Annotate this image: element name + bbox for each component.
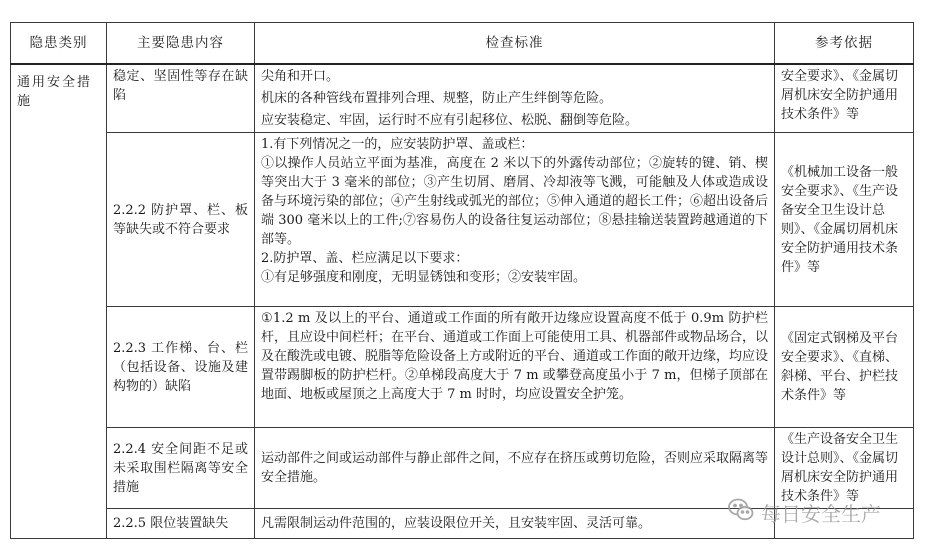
reference-cell	[775, 509, 914, 539]
standard-line: 凡需限制运动件范围的，应装设限位开关，且安装牢固、灵活可靠。	[261, 516, 652, 531]
table-row	[11, 509, 914, 539]
reference-text: 《生产设备安全卫生设计总则》、《金属切屑机床安全防护通用技术条件》等	[781, 432, 899, 504]
standard-line: ①有足够强度和刚度，无明显锈蚀和变形；②安装牢固。	[261, 270, 587, 285]
standard-line: 1.有下列情况之一的，应安装防护罩、盖或栏：	[261, 137, 534, 152]
standard-cell	[255, 133, 775, 307]
reference-text: 安全要求》、《金属切屑机床安全防护通用技术条件》等	[781, 69, 899, 122]
standard-line: ①以操作人员站立平面为基准，高度在 2 米以下的外露传动部位；②旋转的键、销、楔等突出大于 3 毫米的部位；③产生切屑、磨屑、冷却液等飞溅，可能触及人体或造成设备与环境污染的部位；④产生射线或弧光的部位；⑤伸入通道的超长工件；⑥超出设备后端 300 毫米以上的工件;⑦容易伤人的设备往复运动部位；⑧悬挂输送装置跨越通道的下部等。	[261, 156, 769, 247]
standard-cell	[255, 307, 775, 428]
reference-cell	[775, 64, 914, 133]
standard-line: ①1.2 m 及以上的平台、通道或工作面的所有敞开边缘应设置高度不低于 0.9m 防护栏杆，且应设中间栏杆；在平台、通道或工作面上可能使用工具、机器部件或物品场合，以及在酸洗或电镀、脱脂等危险设备上方或附近的平台、通道或工作面的敞开边缘，均应设置带踢脚板的防护栏杆。②单梯段高度大于 7 m 或攀登高度虽小于 7 m，但梯子顶部在地面、地板或屋顶之上高度大于 7 m 时时，均应设置安全护笼。	[261, 311, 769, 402]
standard-cell	[255, 509, 775, 539]
category-cell: 通用安全措施	[11, 64, 107, 539]
hazard-item: 2.2.4 安全间距不足或未采取围栏隔离等安全措施	[107, 428, 255, 509]
standard-cell	[255, 64, 775, 133]
standard-line: 运动部件之间或运动部件与静止部件之间，不应存在挤压或剪切危险，否则应采取隔离等安全措施。	[261, 451, 769, 485]
hazard-item: 稳定、坚固性等存在缺陷	[107, 64, 255, 133]
reference-cell	[775, 133, 914, 307]
standard-line: 2.防护罩、盖、栏应满足以下要求：	[261, 251, 469, 266]
reference-cell	[775, 307, 914, 428]
table-row	[11, 307, 914, 428]
table-row	[11, 428, 914, 509]
hazard-table	[10, 22, 914, 539]
table-row	[11, 133, 914, 307]
hazard-item: 2.2.2 防护罩、栏、板等缺失或不符合要求	[107, 133, 255, 307]
header-hazard-content: 主要隐患内容	[107, 23, 255, 65]
reference-text: 《固定式钢梯及平台安全要求》、《直梯、斜梯、平台、护栏技术条件》等	[781, 331, 899, 403]
table-header-row	[11, 23, 914, 65]
hazard-item: 2.2.3 工作梯、台、栏（包括设备、设施及建构物的）缺陷	[107, 307, 255, 428]
header-category: 隐患类别	[11, 23, 107, 65]
header-check-standard: 检查标准	[255, 23, 775, 65]
standard-line: 应安装稳定、牢固，运行时不应有引起移位、松脱、翻倒等危险。	[261, 113, 639, 128]
hazard-item: 2.2.5 限位装置缺失	[107, 509, 255, 539]
header-reference: 参考依据	[775, 23, 914, 65]
watermark-text: 每日安全生产	[761, 502, 881, 526]
reference-cell	[775, 428, 914, 509]
standard-line: 尖角和开口。	[261, 69, 340, 84]
reference-text: 《机械加工设备一般安全要求》、《生产设备安全卫生设计总则》、《金属切屑机床安全防护通用技术条件》等	[781, 164, 899, 275]
table-row	[11, 64, 914, 133]
standard-line: 机床的各种管线布置排列合理、规整，防止产生绊倒等危险。	[261, 91, 613, 106]
standard-cell	[255, 428, 775, 509]
